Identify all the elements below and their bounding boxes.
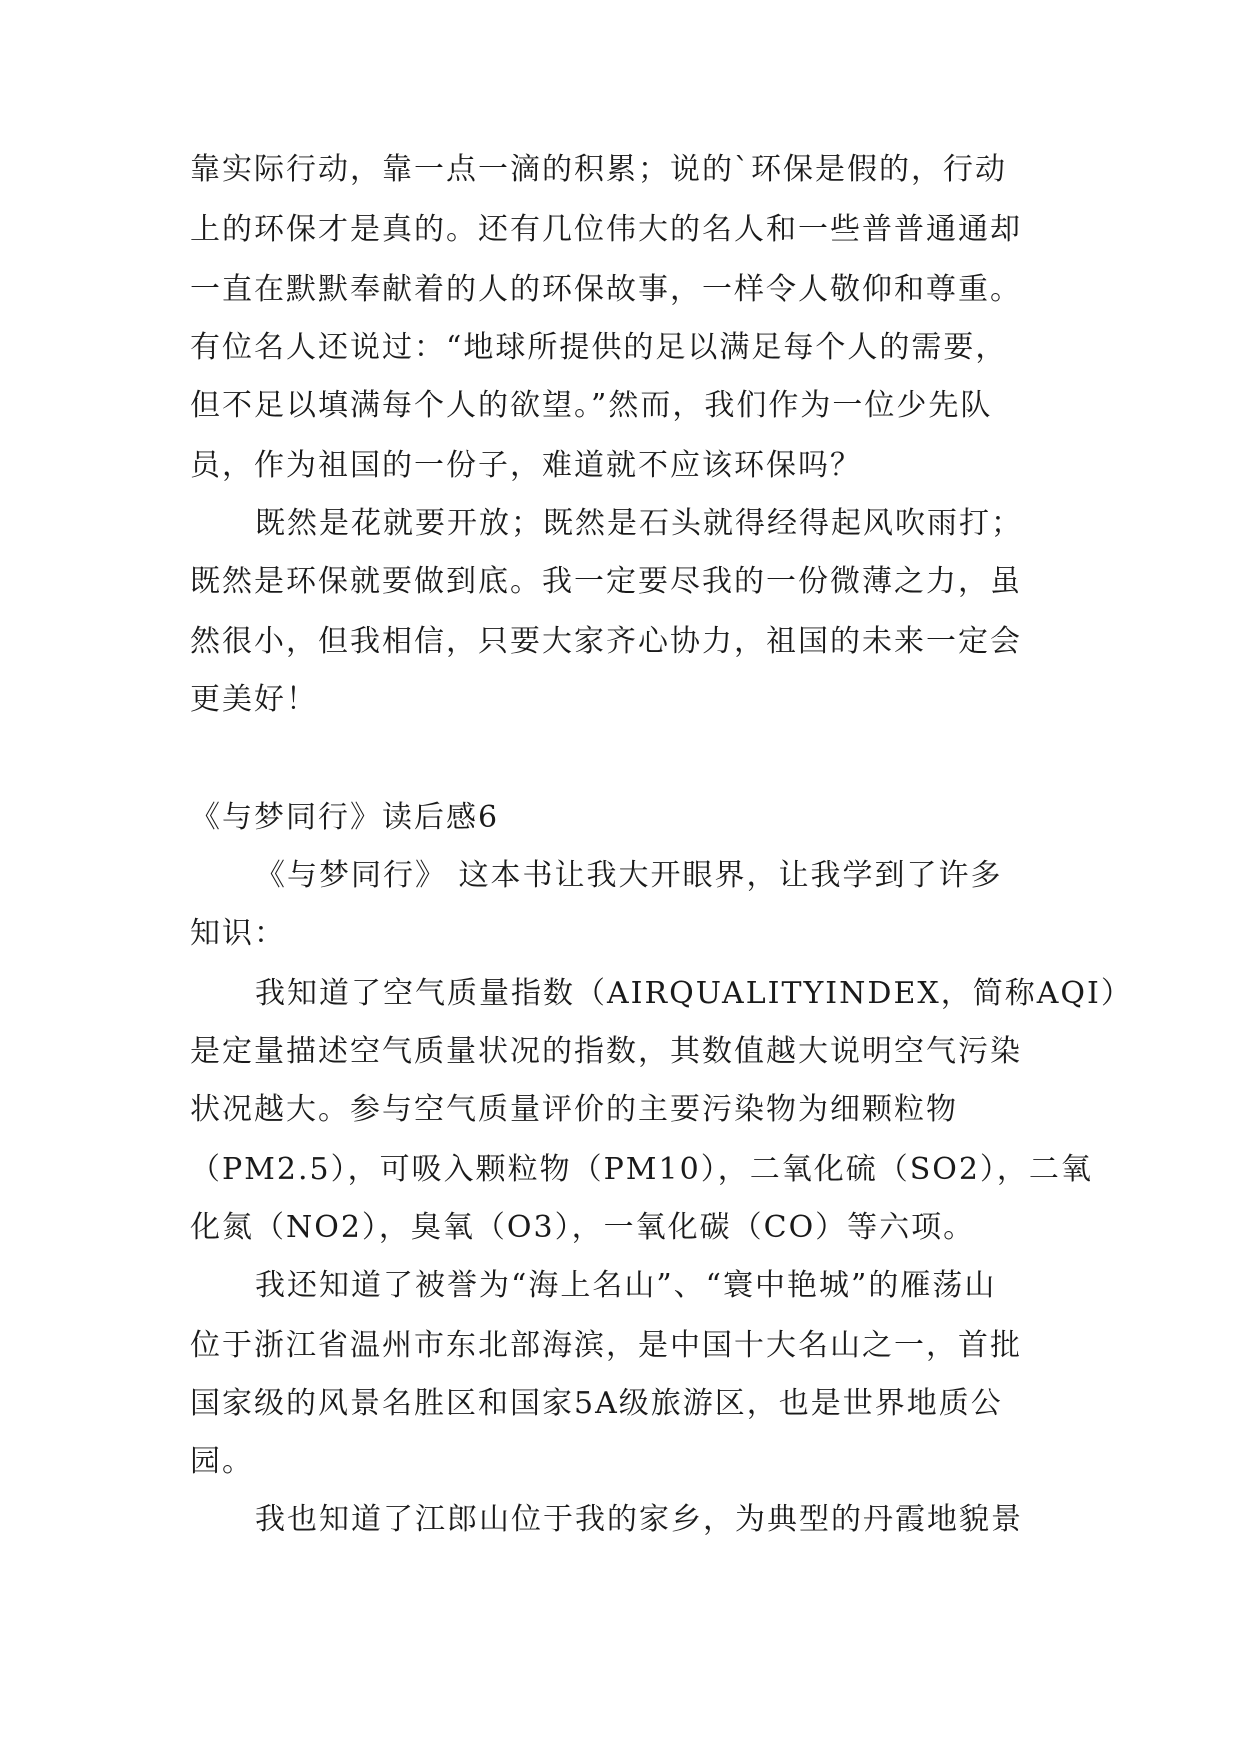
text-line: 位于浙江省温州市东北部海滨，是中国十大名山之一，首批 bbox=[190, 1328, 1022, 1363]
text-line: 国家级的风景名胜区和国家5A级旅游区，也是世界地质公 bbox=[190, 1386, 1003, 1421]
text-line: 我知道了空气质量指数（AIRQUALITYINDEX，简称AQI） bbox=[255, 976, 1133, 1011]
text-line: 我也知道了江郎山位于我的家乡，为典型的丹霞地貌景 bbox=[255, 1502, 1023, 1537]
text-line: 但不足以填满每个人的欲望。”然而，我们作为一位少先队 bbox=[190, 388, 993, 423]
text-line: 然很小，但我相信，只要大家齐心协力，祖国的未来一定会 bbox=[190, 624, 1022, 659]
text-line: 园。 bbox=[190, 1444, 254, 1479]
text-line: 更美好！ bbox=[190, 682, 318, 717]
text-line: 一直在默默奉献着的人的环保故事，一样令人敬仰和尊重。 bbox=[190, 272, 1022, 307]
text-line: 既然是环保就要做到底。我一定要尽我的一份微薄之力，虽 bbox=[190, 564, 1022, 599]
text-line: 我还知道了被誉为“海上名山”、“寰中艳城”的雁荡山 bbox=[255, 1268, 997, 1303]
text-line: 上的环保才是真的。还有几位伟大的名人和一些普普通通却 bbox=[190, 212, 1022, 247]
section-heading: 《与梦同行》读后感6 bbox=[190, 800, 500, 835]
text-line: （PM2.5），可吸入颗粒物（PM10），二氧化硫（SO2），二氧 bbox=[190, 1152, 1093, 1187]
text-line: 《与梦同行》 这本书让我大开眼界，让我学到了许多 bbox=[255, 858, 1003, 893]
text-line: 既然是花就要开放；既然是石头就得经得起风吹雨打； bbox=[255, 506, 1023, 541]
text-line: 靠实际行动，靠一点一滴的积累；说的`环保是假的，行动 bbox=[190, 152, 1007, 187]
text-line: 状况越大。参与空气质量评价的主要污染物为细颗粒物 bbox=[190, 1092, 958, 1127]
text-line: 是定量描述空气质量状况的指数，其数值越大说明空气污染 bbox=[190, 1034, 1022, 1069]
text-line: 知识： bbox=[190, 916, 286, 951]
text-line: 有位名人还说过：“地球所提供的足以满足每个人的需要， bbox=[190, 330, 1008, 365]
text-line: 化氮（NO2），臭氧（O3），一氧化碳（CO）等六项。 bbox=[190, 1210, 976, 1245]
text-line: 员，作为祖国的一份子，难道就不应该环保吗？ bbox=[190, 448, 862, 483]
